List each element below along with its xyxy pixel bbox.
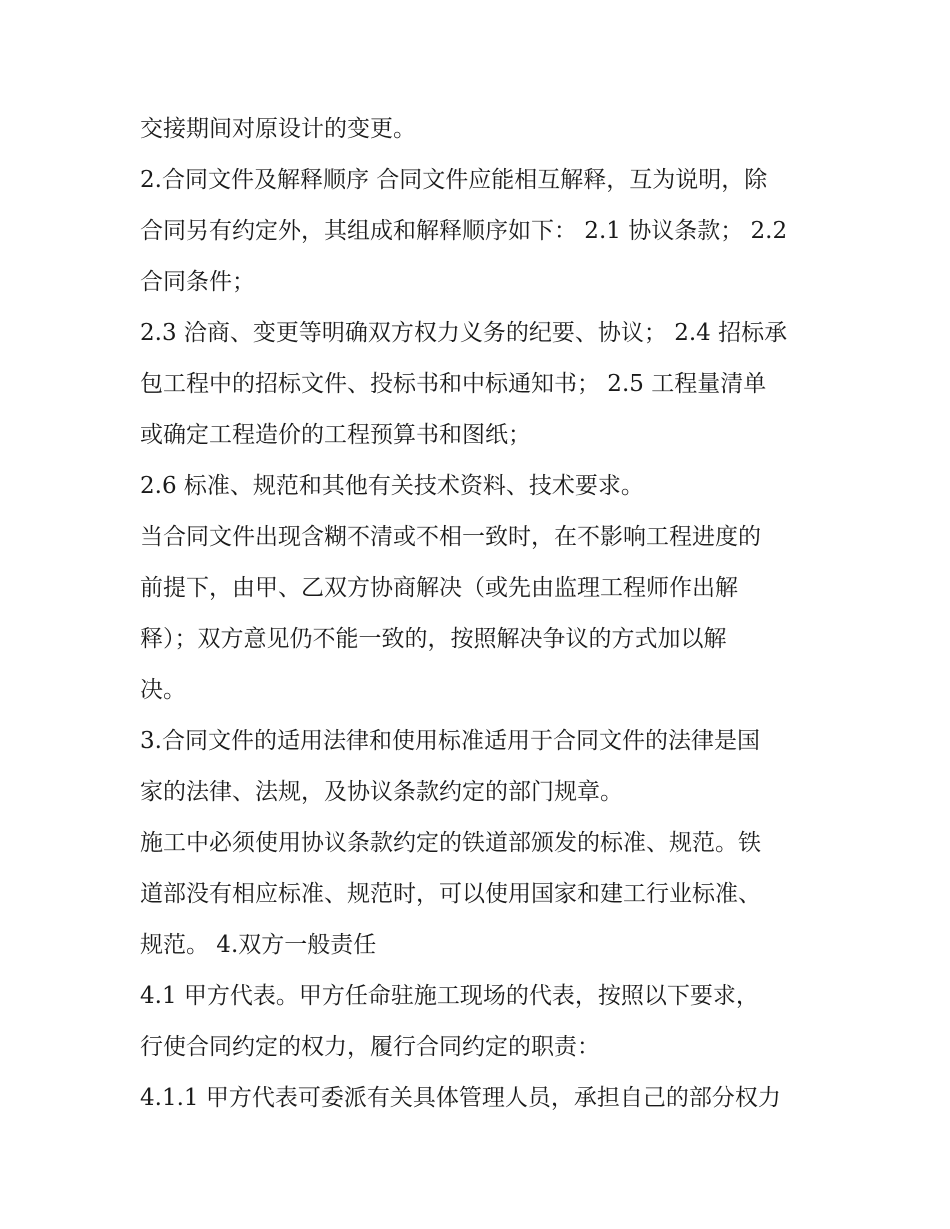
text-line: 释）；双方意见仍不能一致的，按照解决争议的方式加以解 (140, 626, 727, 652)
text-line: 家的法律、法规，及协议条款约定的部门规章。 (140, 779, 623, 805)
text-line: 包工程中的招标文件、投标书和中标通知书； 2.5 工程量清单 (140, 371, 767, 397)
document-body (140, 104, 830, 1124)
text-line: 合同条件； (140, 269, 255, 295)
text-line: 交接期间对原设计的变更。 (140, 116, 416, 142)
text-line: 道部没有相应标准、规范时，可以使用国家和建工行业标准、 (140, 881, 761, 907)
text-line: 行使合同约定的权力，履行合同约定的职责： (140, 1034, 600, 1060)
text-line: 2.3 洽商、变更等明确双方权力义务的纪要、协议； 2.4 招标承 (140, 320, 788, 346)
text-line: 当合同文件出现含糊不清或不相一致时，在不影响工程进度的 (140, 524, 761, 550)
text-line: 合同另有约定外，其组成和解释顺序如下： 2.1 协议条款； 2.2 (140, 218, 788, 244)
text-line: 2.6 标准、规范和其他有关技术资料、技术要求。 (140, 473, 644, 499)
text-line: 3.合同文件的适用法律和使用标准适用于合同文件的法律是国 (140, 728, 760, 754)
text-line: 2.合同文件及解释顺序 合同文件应能相互解释，互为说明，除 (140, 167, 768, 193)
text-line: 施工中必须使用协议条款约定的铁道部颁发的标准、规范。铁 (140, 830, 761, 856)
text-line: 规范。 4.双方一般责任 (140, 932, 377, 958)
text-line: 或确定工程造价的工程预算书和图纸； (140, 422, 531, 448)
text-line: 决。 (140, 677, 186, 703)
text-line: 前提下，由甲、乙双方协商解决（或先由监理工程师作出解 (140, 575, 738, 601)
text-line: 4.1 甲方代表。甲方任命驻施工现场的代表，按照以下要求， (140, 983, 759, 1009)
text-line: 4.1.1 甲方代表可委派有关具体管理人员，承担自己的部分权力 (140, 1085, 781, 1111)
